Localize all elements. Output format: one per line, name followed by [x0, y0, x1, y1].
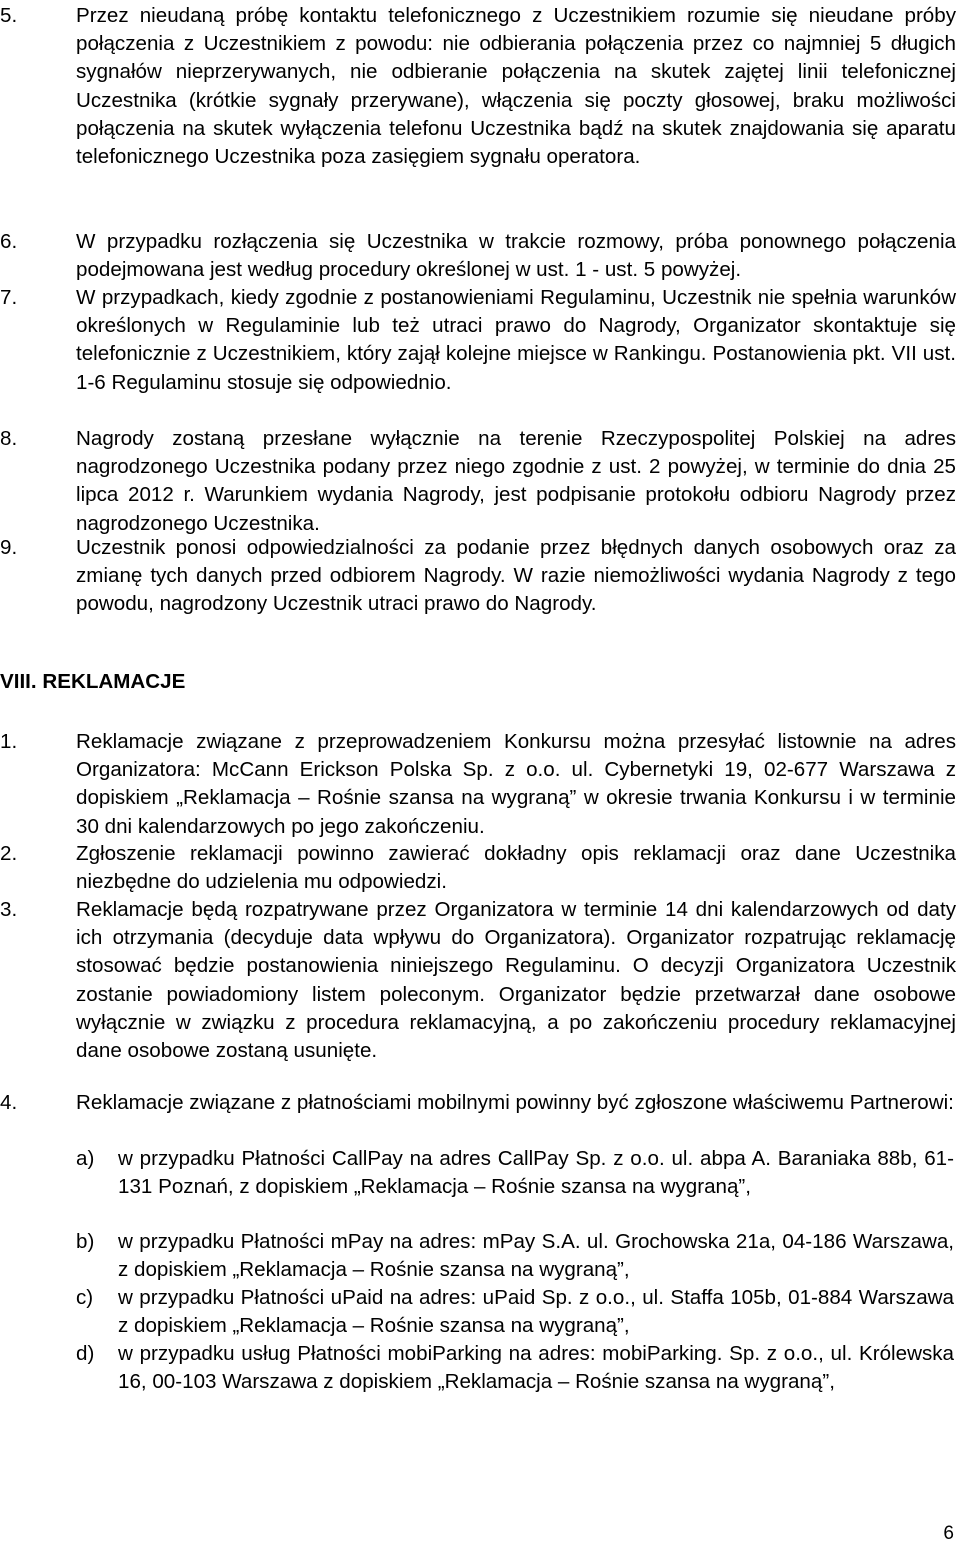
- page-number: 6: [943, 1523, 954, 1544]
- subitem-letter: c): [76, 1286, 94, 1309]
- list-item-text: Nagrody zostaną przesłane wyłącznie na terenie Rzeczypospolitej Polskiej na adres nagrodzonego Uczestnika podany przez niego zgodnie z ust. 2 powyżej, w terminie do dnia 25 lipca 2012 r. Warunkiem wydania Nagrody, jest podpisanie protokołu odbioru Nagrody przez nagrodzonego Uczestnika.: [76, 427, 956, 535]
- subitem-text: w przypadku Płatności mPay na adres: mPay S.A. ul. Grochowska 21a, 04-186 Warszawa, z dopiskiem „Reklamacja – Rośnie szansa na wygraną”,: [118, 1230, 954, 1282]
- list-item-text: W przypadku rozłączenia się Uczestnika w trakcie rozmowy, próba ponownego połączenia podejmowana jest według procedury określonej w ust. 1 - ust. 5 powyżej.: [76, 230, 956, 282]
- list-item-text: Zgłoszenie reklamacji powinno zawierać dokładny opis reklamacji oraz dane Uczestnika niezbędne do udzielenia mu odpowiedzi.: [76, 842, 956, 894]
- list-item-text: Reklamacje będą rozpatrywane przez Organizatora w terminie 14 dni kalendarzowych od daty ich otrzymania (decyduje data wpływu do Organizatora). Organizator rozpatrując reklamację stosować będzie postanowienia niniejszego Regulaminu. O decyzji Organizatora Uczestnik zostanie powiadomiony listem poleconym. Organizator będzie przetwarzał dane osobowe wyłącznie w związku z procedura reklamacyjną, a po zakończeniu procedury reklamacyjnej dane osobowe zostaną usunięte.: [76, 898, 956, 1063]
- list-item-number: 7.: [0, 286, 18, 309]
- list-item-number: 6.: [0, 230, 18, 253]
- list-item-text: Przez nieudaną próbę kontaktu telefonicznego z Uczestnikiem rozumie się nieudane próby połączenia z Uczestnikiem z powodu: nie odbierania połączenia przez co najmniej 5 długich sygnałów nieprzerywanych, nie odbieranie połączenia na skutek zajętej linii telefonicznej Uczestnika (krótkie sygnały przerywane), włączenia się poczty głosowej, braku możliwości połączenia na skutek wyłączenia telefonu Uczestnika bądź na skutek znajdowania się aparatu telefonicznego Uczestnika poza zasięgiem sygnału operatora.: [76, 4, 956, 169]
- subitem-letter: a): [76, 1147, 95, 1170]
- list-item-number: 1.: [0, 730, 18, 753]
- list-item-number: 4.: [0, 1091, 18, 1114]
- list-item-number: 9.: [0, 536, 18, 559]
- subitem-letter: d): [76, 1342, 95, 1365]
- list-item-number: 3.: [0, 898, 18, 921]
- list-item-text: W przypadkach, kiedy zgodnie z postanowieniami Regulaminu, Uczestnik nie spełnia warunków określonych w Regulaminie lub też utraci prawo do Nagrody, Organizator skontaktuje się telefonicznie z Uczestnikiem, który zajął kolejne miejsce w Rankingu. Postanowienia pkt. VII ust. 1-6 Regulaminu stosuje się odpowiednio.: [76, 286, 956, 394]
- subitem-text: w przypadku Płatności CallPay na adres CallPay Sp. z o.o. ul. abpa A. Baraniaka 88b, 61-131 Poznań, z dopiskiem „Reklamacja – Rośnie szansa na wygraną”,: [118, 1147, 954, 1199]
- list-item-text: Reklamacje związane z przeprowadzeniem Konkursu można przesyłać listownie na adres Organizatora: McCann Erickson Polska Sp. z o.o. ul. Cybernetyki 19, 02-677 Warszawa z dopiskiem „Reklamacja – Rośnie szansa na wygraną” w okresie trwania Konkursu i w terminie 30 dni kalendarzowych po jego zakończeniu.: [76, 730, 956, 838]
- subitem-text: w przypadku Płatności uPaid na adres: uPaid Sp. z o.o., ul. Staffa 105b, 01-884 Warszawa z dopiskiem „Reklamacja – Rośnie szansa na wygraną”,: [118, 1286, 954, 1338]
- list-item-number: 2.: [0, 842, 18, 865]
- list-item-number: 5.: [0, 4, 18, 27]
- subitem-text: w przypadku usług Płatności mobiParking na adres: mobiParking. Sp. z o.o., ul. Królewska 16, 00-103 Warszawa z dopiskiem „Reklamacja – Rośnie szansa na wygraną”,: [118, 1342, 954, 1394]
- section-heading: VIII. REKLAMACJE: [0, 670, 186, 693]
- list-item-number: 8.: [0, 427, 18, 450]
- list-item-text: Reklamacje związane z płatnościami mobilnymi powinny być zgłoszone właściwemu Partnerowi:: [76, 1091, 954, 1114]
- list-item-text: Uczestnik ponosi odpowiedzialności za podanie przez błędnych danych osobowych oraz za zmianę tych danych przed odbiorem Nagrody. W razie niemożliwości wydania Nagrody z tego powodu, nagrodzony Uczestnik utraci prawo do Nagrody.: [76, 536, 956, 616]
- subitem-letter: b): [76, 1230, 95, 1253]
